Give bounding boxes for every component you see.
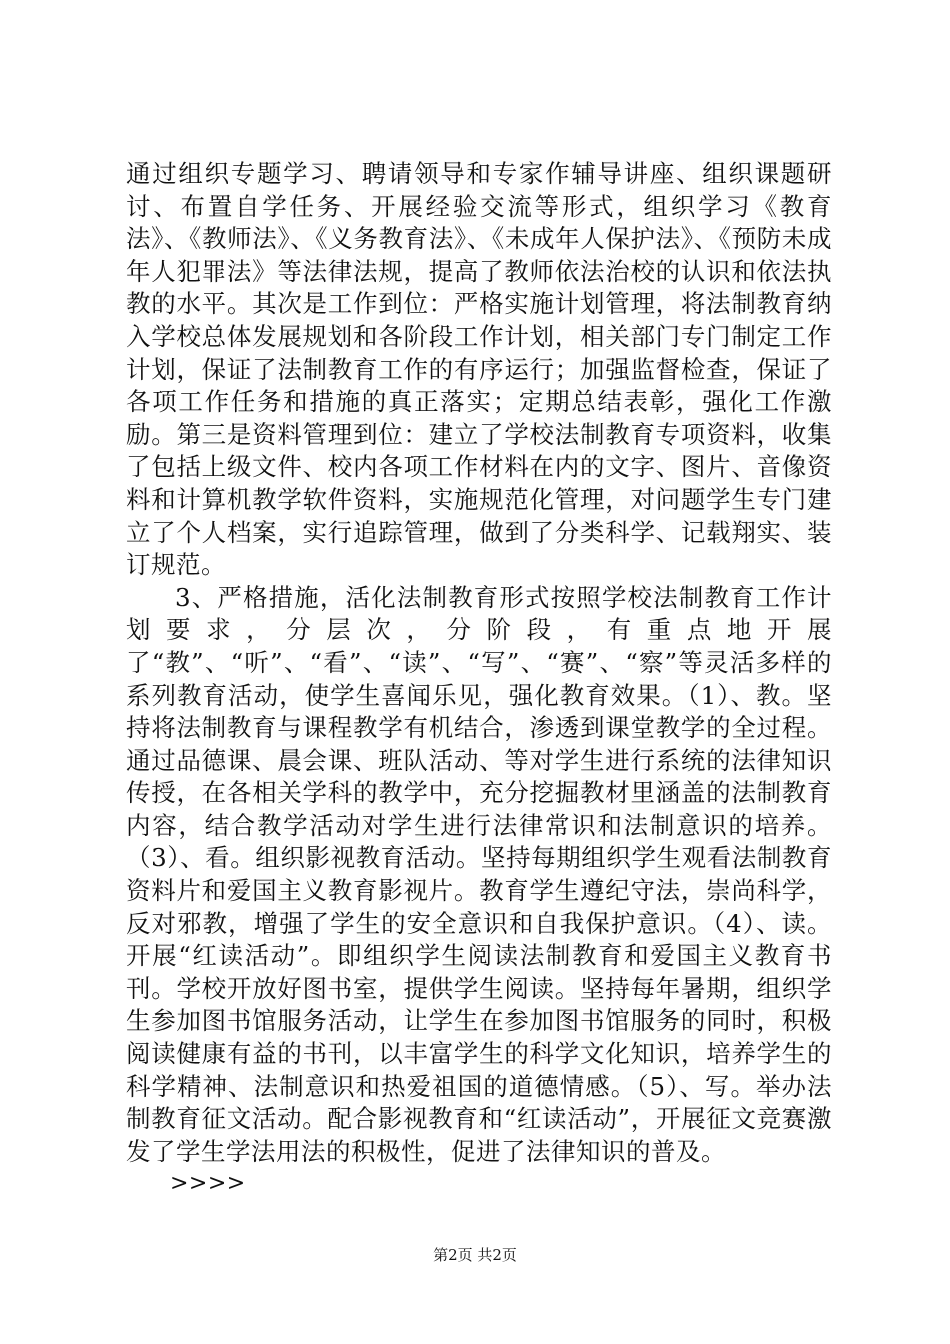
paragraph-continuation: 通过组织专题学习、聘请领导和专家作辅导讲座、组织课题研讨、布置自学任务、开展经验交流等形式，组织学习《教育法》、《教师法》、《义务教育法》、《未成年人保护法》、《预防未成年人犯罪法》等法律法规，提高了教师依法治校的认识和依法执教的水平。其次是工作到位：严格实施计划管理，将法制教育纳入学校总体发展规划和各阶段工作计划，相关部门专门制定工作计划，保证了法制教育工作的有序运行；加强监督检查，保证了各项工作任务和措施的真正落实；定期总结表彰，强化工作激励。第三是资料管理到位：建立了学校法制教育专项资料，收集了包括上级文件、校内各项工作材料在内的文字、图片、音像资料和计算机教学软件资料，实施规范化管理，对问题学生专门建立了个人档案，实行追踪管理，做到了分类科学、记载翔实、装订规范。 <box>126 159 832 580</box>
page-footer: 第2页 共2页 <box>433 1246 517 1264</box>
end-marker: >>>> <box>170 1171 246 1197</box>
document-body <box>126 158 832 1201</box>
paragraph-section-3: 3、严格措施，活化法制教育形式按照学校法制教育工作计划要求，分层次，分阶段，有重点地开展了“教”、“听”、“看”、“读”、“写”、“赛”、“察”等灵活多样的系列教育活动，使学生喜闻乐见，强化教育效果。（1）、教。坚持将法制教育与课程教学有机结合，渗透到课堂教学的全过程。通过品德课、晨会课、班队活动、等对学生进行系统的法律知识传授，在各相关学科的教学中，充分挖掘教材里涵盖的法制教育内容，结合教学活动对学生进行法律常识和法制意识的培养。（3）、看。组织影视教育活动。坚持每期组织学生观看法制教育资料片和爱国主义教育影视片。教育学生遵纪守法，崇尚科学，反对邪教，增强了学生的安全意识和自我保护意识。（4）、读。开展“红读活动”。即组织学生阅读法制教育和爱国主义教育书刊。学校开放好图书室，提供学生阅读。坚持每年暑期，组织学生参加图书馆服务活动，让学生在参加图书馆服务的同时，积极阅读健康有益的书刊，以丰富学生的科学文化知识，培养学生的科学精神、法制意识和热爱祖国的道德情感。（5）、写。举办法制教育征文活动。配合影视教育和“红读活动”，开展征文竞赛激发了学生学法用法的积极性，促进了法律知识的普及。 <box>126 582 832 1166</box>
